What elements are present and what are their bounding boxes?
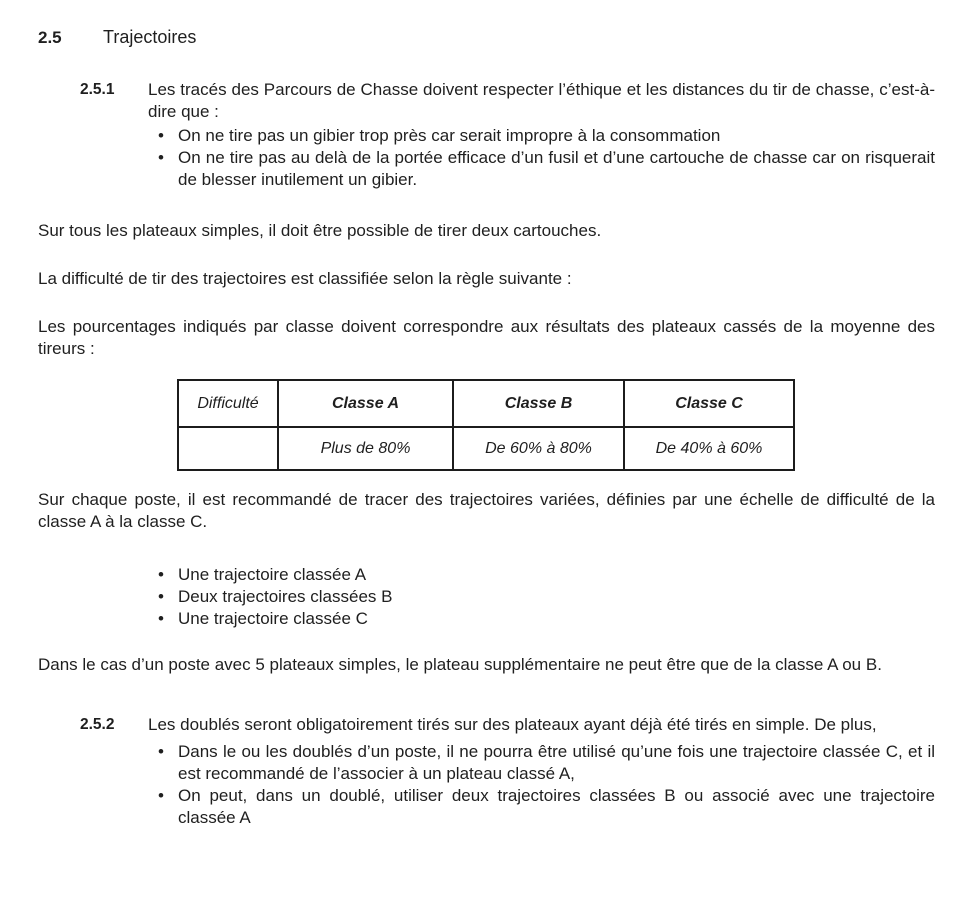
table-cell [178, 427, 278, 470]
bullet-list-251 [38, 125, 935, 191]
table-header-row [178, 380, 794, 427]
subsection-251 [38, 79, 935, 123]
list-item [158, 564, 935, 586]
bullet-icon: • [158, 126, 164, 145]
bullet-icon: • [158, 148, 164, 167]
subsection-text: Les tracés des Parcours de Chasse doivent respecter l’éthique et les distances du tir de chasse, c’est-à-dire que : [148, 80, 935, 121]
bullet-icon: • [158, 609, 164, 628]
list-item-text: Une trajectoire classée A [178, 565, 367, 584]
list-item-text: Une trajectoire classée C [178, 609, 368, 628]
table-cell: De 60% à 80% [453, 427, 624, 470]
list-item [158, 125, 935, 147]
paragraph: Les pourcentages indiqués par classe doivent correspondre aux résultats des plateaux cassés de la moyenne des tireurs : [38, 317, 935, 358]
list-item-text: On ne tire pas au delà de la portée efficace d’un fusil et d’une cartouche de chasse car on risquerait de blesser inutilement un gibier. [178, 148, 935, 189]
page-title: Trajectoires [103, 27, 197, 47]
table-header-cell: Classe B [453, 380, 624, 427]
bullet-icon: • [158, 786, 164, 805]
list-item-text: Dans le ou les doublés d’un poste, il ne pourra être utilisé qu’une fois une trajectoire classée C, et il est recommandé de l’associer à un plateau classé A, [178, 742, 935, 783]
list-item [158, 741, 935, 785]
subsection-text: Les doublés seront obligatoirement tirés sur des plateaux ayant déjà été tirés en simple. De plus, [148, 715, 877, 734]
subsection-number: 2.5.1 [80, 81, 115, 98]
list-item-text: On ne tire pas un gibier trop près car serait impropre à la consommation [178, 126, 721, 145]
paragraph: Sur tous les plateaux simples, il doit être possible de tirer deux cartouches. [38, 221, 602, 240]
bullet-list-classes [38, 564, 935, 630]
section-number: 2.5 [38, 28, 62, 47]
paragraph: Sur chaque poste, il est recommandé de tracer des trajectoires variées, définies par une échelle de difficulté de la classe A à la classe C. [38, 490, 935, 531]
table-cell: Plus de 80% [278, 427, 453, 470]
list-item [158, 147, 935, 191]
bullet-icon: • [158, 587, 164, 606]
table-row [178, 427, 794, 470]
section-heading [38, 26, 935, 49]
bullet-list-252 [38, 741, 935, 829]
subsection-number: 2.5.2 [80, 716, 115, 733]
list-item-text: Deux trajectoires classées B [178, 587, 393, 606]
table-header-cell: Classe A [278, 380, 453, 427]
list-item [158, 608, 935, 630]
bullet-icon: • [158, 565, 164, 584]
difficulty-table-wrap [177, 379, 935, 471]
list-item [158, 785, 935, 829]
paragraph: La difficulté de tir des trajectoires est classifiée selon la règle suivante : [38, 269, 572, 288]
difficulty-table [177, 379, 795, 471]
paragraph: Dans le cas d’un poste avec 5 plateaux simples, le plateau supplémentaire ne peut être que de la classe A ou B. [38, 655, 882, 674]
list-item-text: On peut, dans un doublé, utiliser deux trajectoires classées B ou associé avec une trajectoire classée A [178, 786, 935, 827]
list-item [158, 586, 935, 608]
table-header-cell: Difficulté [178, 380, 278, 427]
table-cell: De 40% à 60% [624, 427, 794, 470]
bullet-icon: • [158, 742, 164, 761]
table-header-cell: Classe C [624, 380, 794, 427]
subsection-252 [38, 714, 935, 736]
